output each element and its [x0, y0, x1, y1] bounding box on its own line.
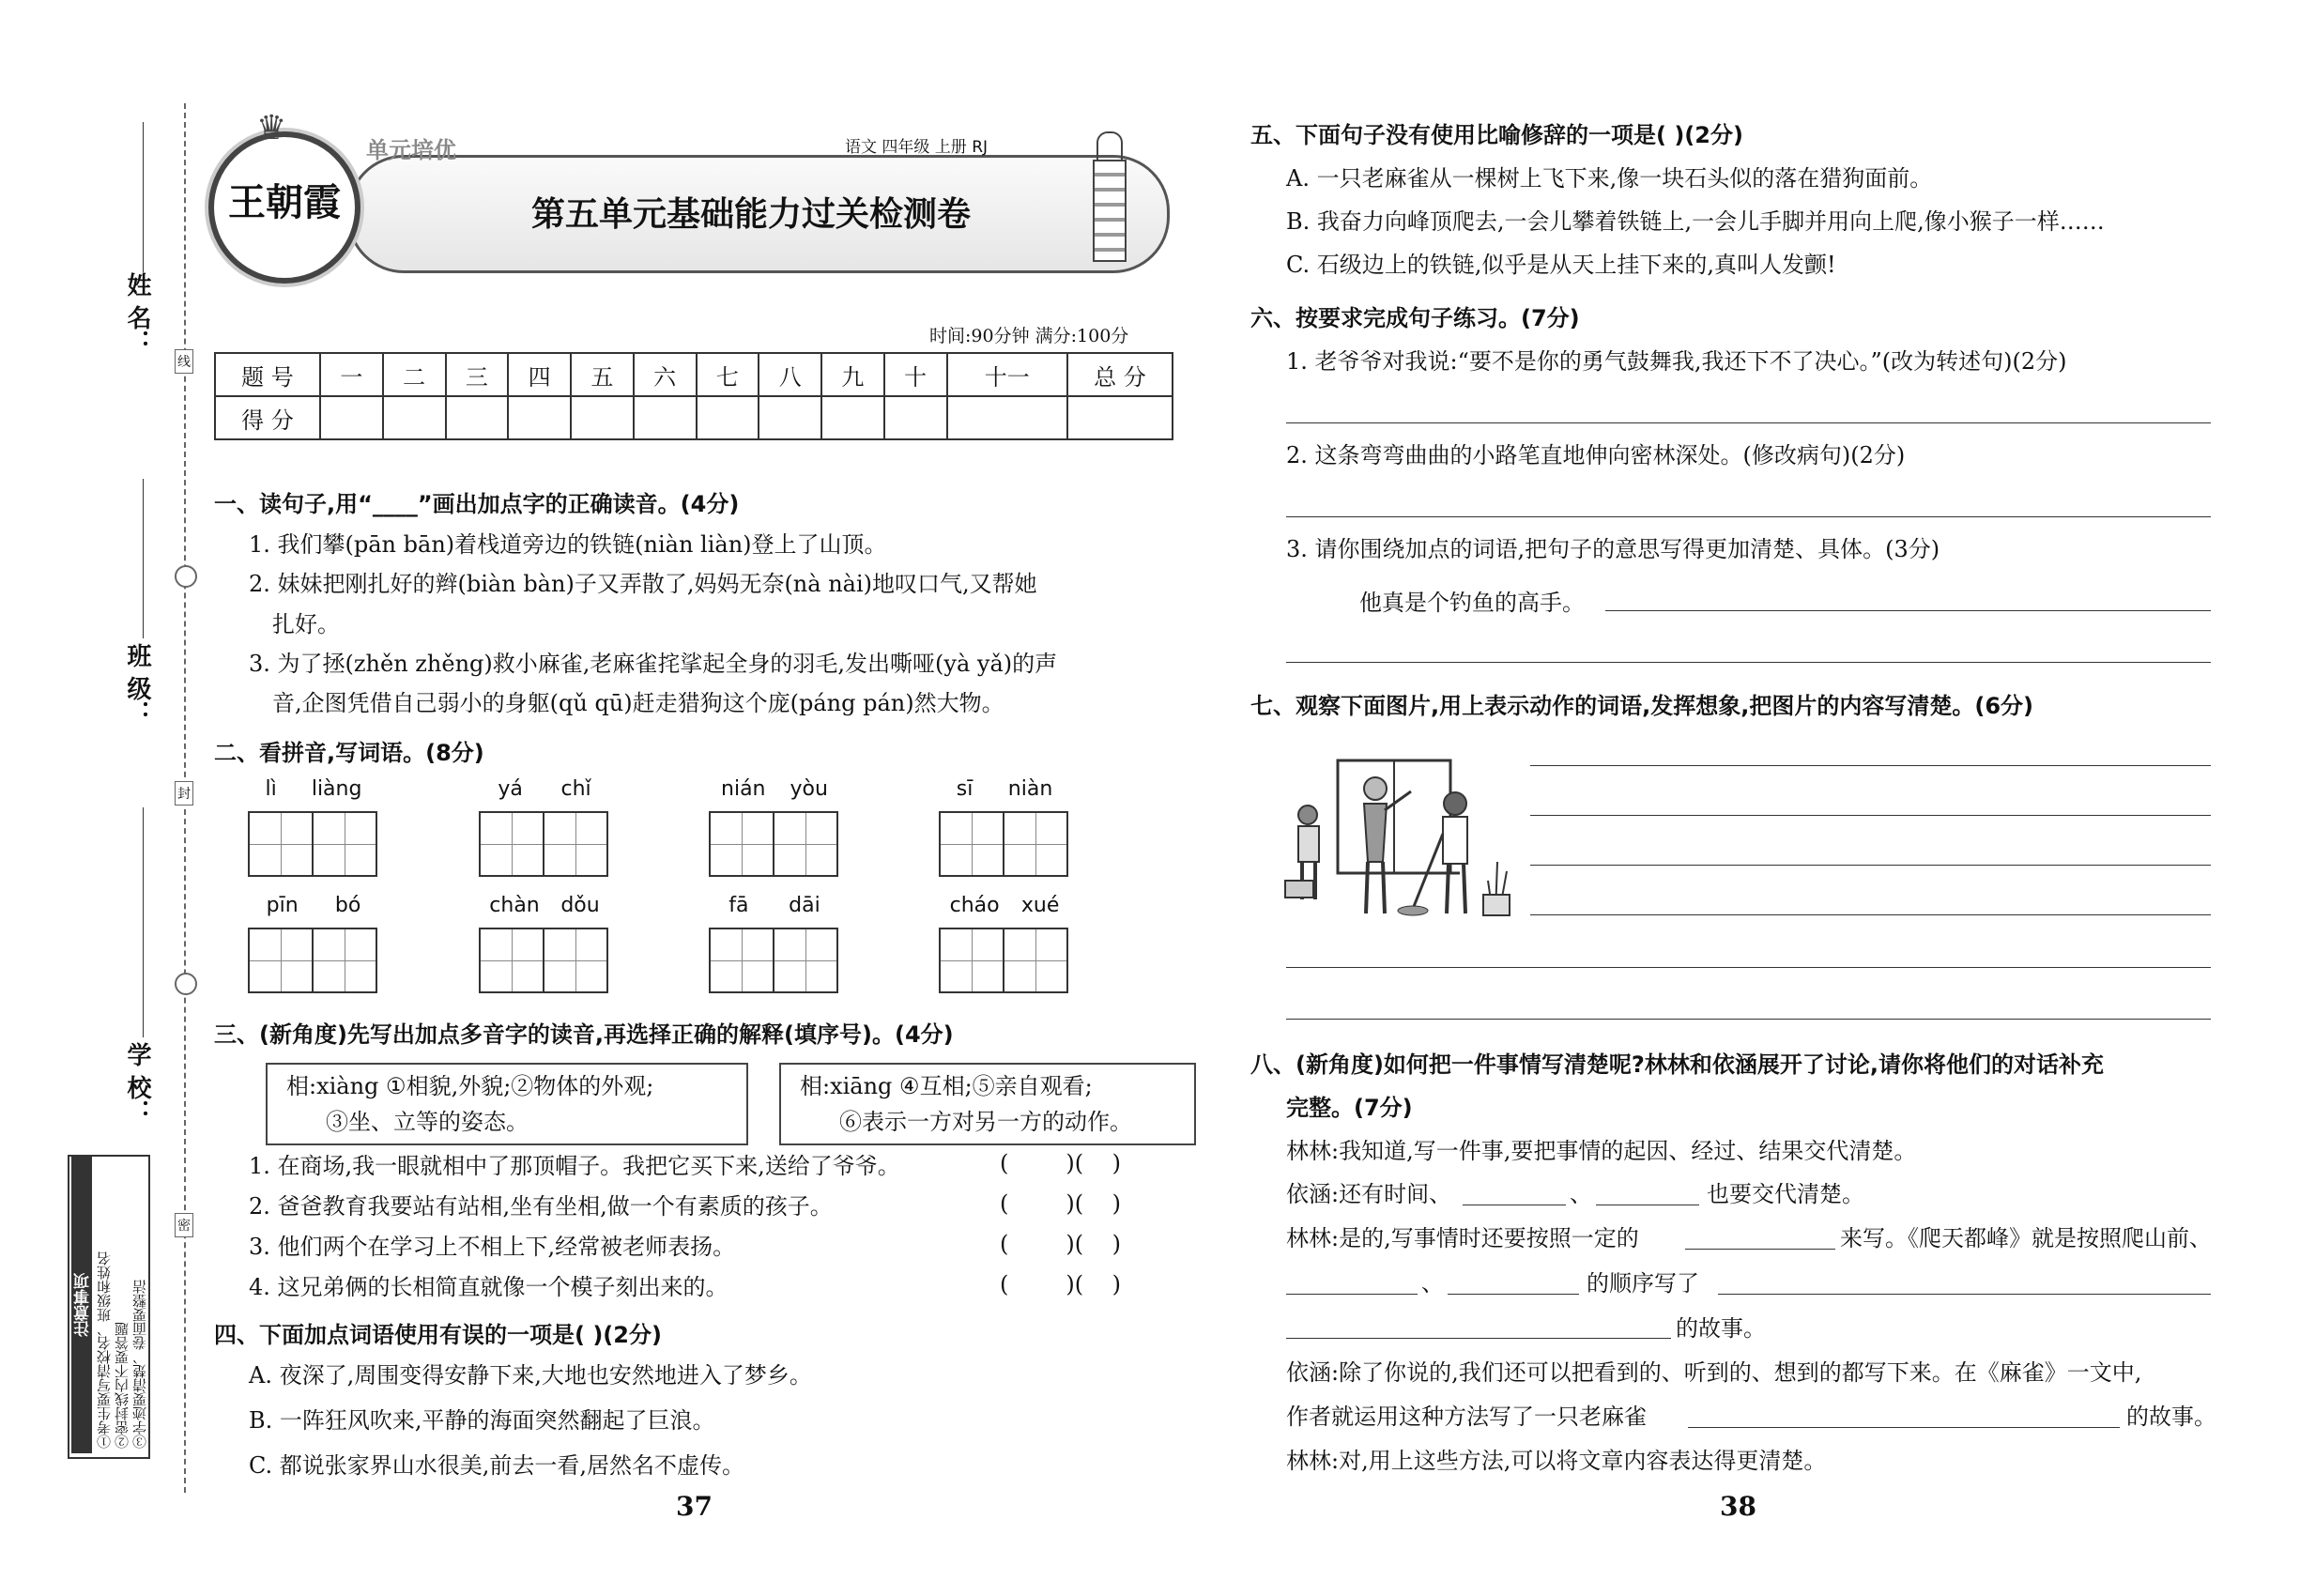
answer-line[interactable] [1286, 967, 2211, 968]
q1-item: 扎好。 [272, 611, 340, 637]
q2-title: 二、看拼音,写词语。(8分) [214, 740, 484, 766]
pinyin: fā [728, 894, 749, 917]
q6-sentence: 他真是个钓鱼的高手。 [1359, 590, 1585, 616]
score-label: 得 分 [215, 396, 320, 439]
name-line[interactable] [143, 122, 144, 272]
q7-title: 七、观察下面图片,用上表示动作的词语,发挥想象,把图片的内容写清楚。(6分) [1250, 693, 2033, 719]
seal-mid: 封 [175, 781, 193, 806]
dialogue-line: 作者就运用这种方法写了一只老麻雀 [1286, 1404, 1647, 1430]
q5-option: B. 我奋力向峰顶爬去,一会儿攀着铁链上,一会儿手脚并用向上爬,像小猴子一样…… [1286, 208, 2105, 235]
score-cell: 七 [697, 353, 759, 396]
lighthouse-icon [1089, 131, 1127, 258]
fill-blank[interactable] [1718, 1294, 2211, 1295]
time-info: 时间:90分钟 满分:100分 [929, 326, 1129, 346]
score-table [214, 352, 1173, 440]
pinyin: liàng [311, 777, 362, 801]
dialogue-fragment: 、 [1421, 1270, 1444, 1297]
score-cell: 十一 [947, 353, 1068, 396]
q1-item: 1. 我们攀(pān bān)着栈道旁边的铁链(niàn liàn)登上了山顶。 [249, 531, 887, 558]
page-title: 第五单元基础能力过关检测卷 [530, 195, 971, 234]
q3-item: 3. 他们两个在学习上不相上下,经常被老师表扬。 [249, 1234, 736, 1260]
name-label: 姓 名： [123, 272, 151, 355]
score-input[interactable] [446, 396, 509, 439]
dialogue-fragment: 的故事。 [1676, 1315, 1766, 1342]
pinyin-grid[interactable] [709, 777, 840, 881]
q6-item: 2. 这条弯弯曲曲的小路笔直地伸向密林深处。(修改病句)(2分) [1286, 442, 1906, 468]
pinyin: xué [1020, 894, 1060, 917]
pinyin: chàn [489, 894, 540, 917]
score-input[interactable] [634, 396, 697, 439]
q4-option: C. 都说张家界山水很美,前去一看,居然名不虚传。 [249, 1452, 745, 1479]
class-line[interactable] [143, 479, 144, 638]
page-number: 38 [1720, 1491, 1756, 1522]
pinyin-grid[interactable] [709, 894, 840, 997]
pinyin-grid[interactable] [248, 777, 379, 881]
dialogue-line: 林林:对,用上这些方法,可以将文章内容表达得更清楚。 [1286, 1448, 1827, 1474]
pinyin-grid[interactable] [479, 777, 610, 881]
q6-title: 六、按要求完成句子练习。(7分) [1250, 305, 1580, 331]
answer-line[interactable] [1605, 610, 2211, 611]
fill-blank[interactable] [1685, 1249, 1835, 1250]
score-cell: 总 分 [1067, 353, 1173, 396]
pinyin: sī [956, 777, 974, 801]
score-input[interactable] [571, 396, 634, 439]
answer-blank[interactable]: ( )( ) [1000, 1190, 1121, 1217]
pinyin: bó [334, 894, 361, 917]
binding-margin [0, 0, 191, 1596]
definition-box [266, 1063, 748, 1145]
answer-blank[interactable]: ( )( ) [1000, 1271, 1121, 1297]
q4-title: 四、下面加点词语使用有误的一项是( )(2分) [214, 1322, 662, 1348]
dialogue-fragment: 、 [1570, 1181, 1592, 1207]
score-cell: 八 [759, 353, 821, 396]
school-line[interactable] [143, 807, 144, 1037]
seal-top: 线 [175, 349, 193, 374]
score-cell: 五 [571, 353, 634, 396]
dialogue-fragment: 来写。《爬天都峰》就是按照爬山前、 [1840, 1225, 2212, 1251]
score-input[interactable] [383, 396, 446, 439]
q1-item: 2. 妹妹把刚扎好的辫(biàn bàn)子又弄散了,妈妈无奈(nà nài)地叹口气,又帮她 [249, 571, 1037, 597]
answer-blank[interactable]: ( )( ) [1000, 1231, 1121, 1257]
definition-box [779, 1063, 1196, 1145]
definition-line: ③坐、立等的姿态。 [326, 1109, 529, 1135]
pinyin: cháo [949, 894, 1000, 917]
dialogue-fragment: 的顺序写了 [1587, 1270, 1699, 1297]
dialogue-line: 林林:是的,写事情时还要按照一定的 [1286, 1225, 1639, 1251]
answer-line[interactable] [1530, 914, 2211, 915]
score-cell: 九 [821, 353, 884, 396]
score-input[interactable] [508, 396, 571, 439]
pinyin: lì [265, 777, 277, 801]
definition-line: 相:xiāng ④互相;⑤亲自观看; [800, 1073, 1093, 1099]
series-label: 单元培优 [366, 137, 456, 163]
definition-line: ⑥表示一方对另一方的动作。 [839, 1109, 1132, 1135]
school-label: 学 校： [123, 1042, 151, 1125]
pinyin-grid[interactable] [248, 894, 379, 997]
answer-line[interactable] [1530, 815, 2211, 816]
dialogue-fragment: 也要交代清楚。 [1707, 1181, 1864, 1207]
pinyin: yòu [790, 777, 828, 801]
q4-option: A. 夜深了,周围变得安静下来,大地也安然地进入了梦乡。 [249, 1362, 812, 1389]
score-input[interactable] [884, 396, 947, 439]
dialogue-line: 依涵:还有时间、 [1286, 1181, 1452, 1207]
fill-blank[interactable] [1448, 1294, 1579, 1295]
definition-line: 相:xiàng ①相貌,外貌;②物体的外观; [286, 1073, 654, 1099]
score-input[interactable] [320, 396, 383, 439]
answer-line[interactable] [1286, 422, 2211, 423]
score-cell: 十 [884, 353, 947, 396]
score-input[interactable] [1067, 396, 1173, 439]
family-cleaning-picture [1281, 759, 1521, 918]
answer-line[interactable] [1530, 765, 2211, 766]
notice-title: 注意事项 [71, 1157, 92, 1453]
clip-icon [175, 973, 197, 995]
pinyin: dāi [789, 894, 820, 917]
score-cell: 四 [508, 353, 571, 396]
pinyin: niàn [1007, 777, 1053, 801]
dialogue-line: 林林:我知道,写一件事,要把事情的起因、经过、结果交代清楚。 [1286, 1138, 1917, 1164]
pinyin-grid[interactable] [479, 894, 610, 997]
score-cell: 二 [383, 353, 446, 396]
fill-blank[interactable] [1286, 1294, 1418, 1295]
q3-item: 2. 爸爸教育我要站有站相,坐有坐相,做一个有素质的孩子。 [249, 1193, 833, 1220]
answer-line[interactable] [1530, 865, 2211, 866]
answer-blank[interactable]: ( )( ) [1000, 1150, 1121, 1176]
notice-item: ③字迹要清楚、卷面要整洁 [131, 1280, 148, 1449]
q1-title: 一、读句子,用“____”画出加点字的正确读音。(4分) [214, 491, 740, 517]
q3-item: 1. 在商场,我一眼就相中了那顶帽子。我把它买下来,送给了爷爷。 [249, 1153, 900, 1179]
score-cell: 六 [634, 353, 697, 396]
fill-blank[interactable] [1286, 1338, 1671, 1339]
q6-item: 3. 请你围绕加点的词语,把句子的意思写得更加清楚、具体。(3分) [1286, 536, 1940, 562]
q8-title: 八、(新角度)如何把一件事情写清楚呢?林林和依涵展开了讨论,请你将他们的对话补充 [1250, 1051, 2104, 1078]
answer-line[interactable] [1286, 1019, 2211, 1020]
pinyin: pīn [266, 894, 299, 917]
brand-logo [208, 109, 360, 284]
score-cell: 题 号 [215, 353, 320, 396]
answer-line[interactable] [1286, 662, 2211, 663]
seal-bottom: 密 [175, 1213, 193, 1237]
score-cell: 三 [446, 353, 509, 396]
score-input[interactable] [697, 396, 759, 439]
score-input[interactable] [821, 396, 884, 439]
pinyin-grid[interactable] [939, 777, 1070, 881]
q5-option: C. 石级边上的铁链,似乎是从天上挂下来的,真叫人发颤! [1286, 252, 1836, 278]
cleaning-illustration [1281, 759, 1521, 918]
score-input[interactable] [759, 396, 821, 439]
q1-item: 3. 为了拯(zhěn zhěng)救小麻雀,老麻雀挓挲起全身的羽毛,发出嘶哑(yà yǎ)的声 [249, 651, 1058, 677]
q3-item: 4. 这兄弟俩的长相简直就像一个模子刻出来的。 [249, 1274, 728, 1300]
notice-item: ②密封线内不要答题 [114, 1322, 130, 1449]
q5-title: 五、下面句子没有使用比喻修辞的一项是( )(2分) [1250, 122, 1743, 148]
pinyin: chǐ [560, 777, 591, 801]
q1-item: 音,企图凭借自己弱小的身躯(qǔ qū)赶走猎狗这个庞(páng pán)然大物。 [272, 690, 1004, 716]
q8-title-cont: 完整。(7分) [1286, 1095, 1413, 1121]
pinyin: dǒu [560, 894, 600, 917]
pinyin: yá [498, 777, 523, 801]
pinyin: nián [721, 777, 766, 801]
notice-item: ①考生要写清校名、班级和姓名 [96, 1251, 113, 1449]
fill-blank[interactable] [1688, 1427, 2120, 1428]
pinyin-grid[interactable] [939, 894, 1070, 997]
notice-box [68, 1155, 150, 1459]
class-label: 班 级： [123, 643, 151, 726]
crown-icon: ♛ [256, 109, 287, 147]
answer-line[interactable] [1286, 516, 2211, 517]
clip-icon [175, 565, 197, 588]
dialogue-fragment: 的故事。 [2126, 1404, 2216, 1430]
page-number: 37 [676, 1491, 713, 1522]
score-input[interactable] [947, 396, 1068, 439]
q5-option: A. 一只老麻雀从一棵树上飞下来,像一块石头似的落在猎狗面前。 [1286, 165, 1933, 192]
q4-option: B. 一阵狂风吹来,平静的海面突然翻起了巨浪。 [249, 1407, 715, 1434]
score-cell: 一 [320, 353, 383, 396]
dialogue-line: 依涵:除了你说的,我们还可以把看到的、听到的、想到的都写下来。在《麻雀》一文中, [1286, 1359, 2142, 1386]
q6-item: 1. 老爷爷对我说:“要不是你的勇气鼓舞我,我还下不了决心。”(改为转述句)(2分) [1286, 348, 2067, 375]
subject-meta: 语文 四年级 上册 RJ [845, 138, 989, 157]
brand-name: 王朝霞 [228, 180, 341, 224]
score-header-row [215, 353, 1173, 396]
score-value-row [215, 396, 1173, 439]
q3-title: 三、(新角度)先写出加点多音字的读音,再选择正确的解释(填序号)。(4分) [214, 1021, 954, 1048]
